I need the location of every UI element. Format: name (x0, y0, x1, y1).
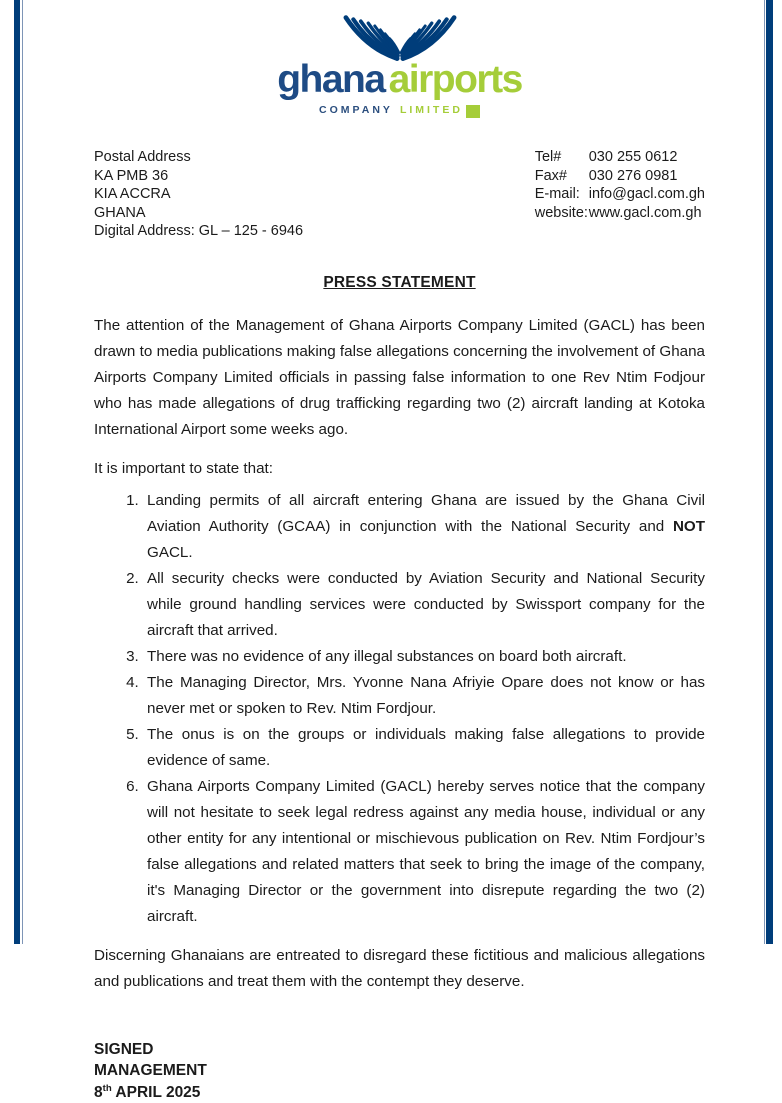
list-item-3: 3. There was no evidence of any illegal substances on board both aircraft. (143, 644, 705, 670)
left-border-thin-line (22, 0, 23, 944)
signature-date-rest: APRIL 2025 (112, 1084, 201, 1101)
contact-row-website (535, 204, 705, 223)
signature-date-day: 8 (94, 1084, 103, 1101)
company-logo (94, 14, 705, 118)
signature-date-suffix: th (103, 1082, 112, 1093)
closing-paragraph: Discerning Ghanaians are entreated to disregard these fictitious and malicious allegations and publications and treat them with the contempt they deserve. (94, 943, 705, 995)
wings-icon (344, 14, 456, 64)
signature-signed: SIGNED (94, 1039, 705, 1061)
fax-value: 030 276 0981 (589, 167, 678, 186)
website-label: website: (535, 204, 589, 223)
list-item-1-bold: NOT (673, 518, 705, 535)
logo-tagline-limited: LIMITED (400, 104, 463, 116)
list-item-6: 6. Ghana Airports Company Limited (GACL) hereby serves notice that the company will not hesitate to seek legal redress against any media house, individual or any other entity for any intentional or mischievous publication on Rev. Ntim Fordjour’s false allegations and related matters that seek to bring the image of the company, it's Managing Director or the government into disrepute regarding the two (2) aircraft. (143, 774, 705, 930)
tel-value: 030 255 0612 (589, 148, 678, 167)
numbered-points-list (94, 488, 705, 930)
contact-row-fax (535, 167, 705, 186)
list-item-1 (143, 488, 705, 566)
list-item-4: 4. The Managing Director, Mrs. Yvonne Nana Afriyie Opare does not know or has never met or spoken to Rev. Ntim Fordjour. (143, 670, 705, 722)
email-value: info@gacl.com.gh (589, 185, 705, 204)
logo-wordmark (277, 60, 522, 99)
list-item-2: 2. All security checks were conducted by Aviation Security and National Security while ground handling services were conducted by Swissport company for the aircraft that arrived. (143, 566, 705, 644)
intro-paragraph: The attention of the Management of Ghana Airports Company Limited (GACL) has been drawn to media publications making false allegations concerning the involvement of Ghana Airports Company Limited officials in passing false information to one Rev Ntim Fodjour who has made allegations of drug trafficking regarding two (2) aircraft landing at Kotoka International Airport some weeks ago. (94, 313, 705, 443)
right-border-bar (766, 0, 773, 944)
address-line: KA PMB 36 (94, 167, 303, 186)
email-label: E-mail: (535, 185, 589, 204)
signature-block (94, 1039, 705, 1103)
contact-row-email (535, 185, 705, 204)
document-title: PRESS STATEMENT (94, 274, 705, 292)
list-lead: It is important to state that: (94, 456, 705, 482)
logo-tagline-company: COMPANY (319, 104, 393, 116)
logo-tagline (319, 102, 480, 118)
logo-green-square (466, 105, 480, 118)
address-line: Digital Address: GL – 125 - 6946 (94, 222, 303, 241)
logo-text-airports: airports (389, 58, 522, 101)
signature-management: MANAGEMENT (94, 1060, 705, 1082)
tel-label: Tel# (535, 148, 589, 167)
logo-text-ghana: ghana (277, 58, 384, 101)
right-border-thin-line (764, 0, 765, 944)
address-line: Postal Address (94, 148, 303, 167)
signature-date (94, 1082, 705, 1103)
list-item-5: 5. The onus is on the groups or individuals making false allegations to provide evidence of same. (143, 722, 705, 774)
list-item-1-post: GACL. (147, 544, 193, 561)
list-item-1-pre: Landing permits of all aircraft entering Ghana are issued by the Ghana Civil Aviation Authority (GCAA) in conjunction with the National Security and (147, 492, 705, 535)
postal-address-block (94, 148, 303, 241)
contact-row-tel (535, 148, 705, 167)
header-info (94, 148, 705, 241)
left-border-bar (14, 0, 20, 944)
address-line: KIA ACCRA (94, 185, 303, 204)
contact-block (535, 148, 705, 241)
address-line: GHANA (94, 204, 303, 223)
website-value: www.gacl.com.gh (589, 204, 702, 223)
fax-label: Fax# (535, 167, 589, 186)
